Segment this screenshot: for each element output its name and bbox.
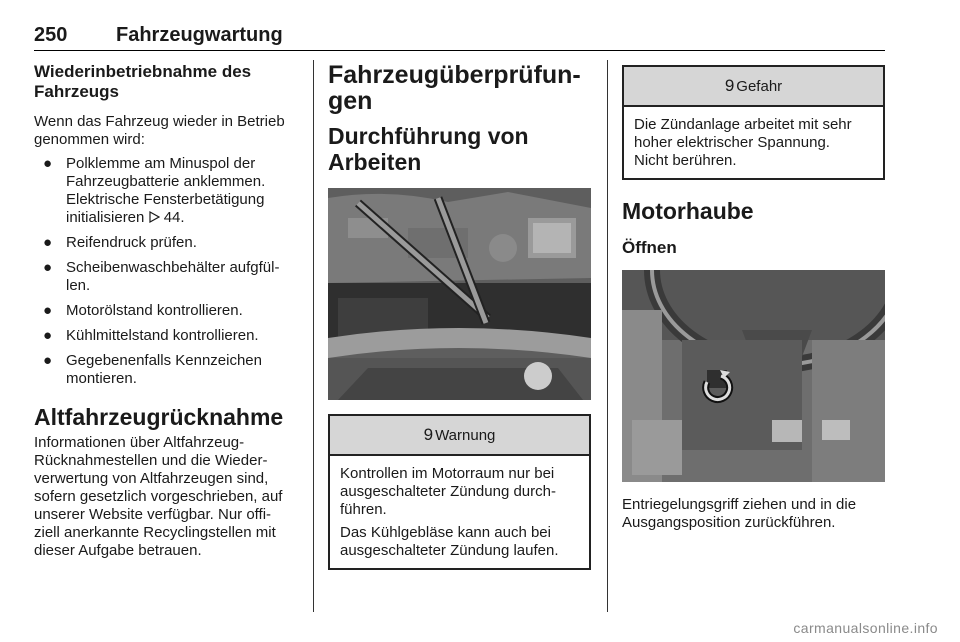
danger-box [622,65,885,180]
danger-header [624,67,883,107]
column-right [622,62,885,532]
list-item: ● Reifendruck prüfen. [43,234,197,251]
warning-icon: 9 [423,425,434,444]
column-middle [328,62,591,570]
warning-box [328,414,591,570]
bullet-icon: ● [43,155,53,172]
warning-body: Kontrollen im Motorraum nur bei ausgeschalteter Zündung durch- führen. Das Kühlgebläse kann auch bei ausgeschalteter Zündung laufen. [340,465,559,559]
list-item: ● Gegebenenfalls Kennzeichen montieren. [43,352,262,387]
section-heading: Motorhaube [622,198,754,224]
chapter-title: Fahrzeugwartung [116,24,283,46]
danger-body: Die Zündanlage arbeitet mit sehr hoher elektrischer Spannung. Nicht berühren. [634,116,852,169]
warning-icon: 9 [724,76,735,95]
list-item: ● Kühlmittelstand kontrollieren. [43,327,259,344]
hood-release-illustration [622,270,885,482]
list-item: ● Scheibenwaschbehälter aufgfül- len. [43,259,280,294]
engine-bay-illustration [328,188,591,400]
column-divider [607,60,608,612]
subsection-heading: Öffnen [622,238,677,257]
recommission-heading: Wiederinbetriebnahme des Fahrzeugs [34,62,252,101]
recommission-intro: Wenn das Fahrzeug wieder in Betrieb genommen wird: [34,113,285,148]
page-reference-link[interactable]: 44. [149,209,185,226]
recommission-list [34,155,300,388]
list-item: ● Motorölstand kontrollieren. [43,302,243,319]
watermark: carmanualsonline.info [793,620,938,636]
column-left [34,62,300,560]
chapter-heading: Fahrzeugüberprüfun- gen [328,61,581,115]
warning-title: Warnung [435,426,496,444]
reference-arrow-icon [149,211,160,223]
column-divider [313,60,314,612]
disposal-heading: Altfahrzeugrücknahme [34,404,284,430]
warning-header [330,416,589,456]
danger-title: Gefahr [736,77,783,95]
disposal-text: Informationen über Altfahrzeug- Rücknahmestellen und die Wieder- verwertung von Altfahrzeugen sind, sofern gesetzlich vorgeschrieben, auf unserer Website verfügbar. Nur offi- ziell anerkannte Recyclingstellen mit dieser Aufgabe betrauen. [34,434,283,559]
page-header [34,24,885,51]
page-number: 250 [34,24,68,46]
hood-caption: Entriegelungsgriff ziehen und in die Ausgangsposition zurückführen. [622,496,857,531]
list-item: ● Polklemme am Minuspol der Fahrzeugbatterie anklemmen. Elektrische Fensterbetätigung initialisieren 44. [43,155,266,226]
section-heading: Durchführung von Arbeiten [328,123,529,175]
